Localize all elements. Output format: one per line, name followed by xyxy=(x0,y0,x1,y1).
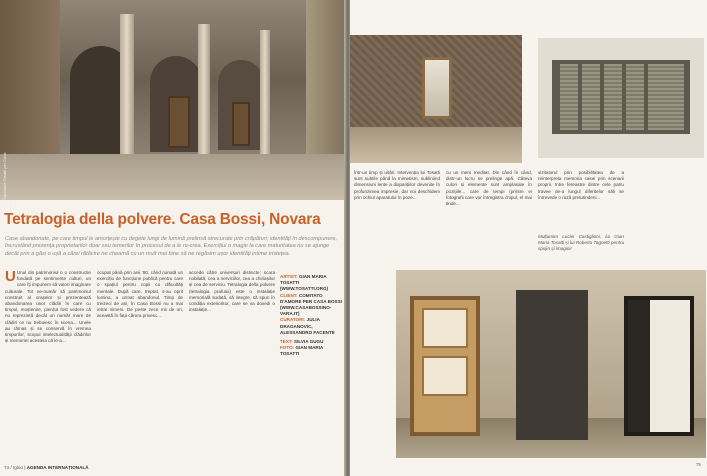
drop-cap: U xyxy=(5,270,16,285)
body-column-right-1: într-un timp și uitări. Intervenția lui Tosatti sunt subtile până la mimetism, subliniind dimensiuni lente a disparițiilor devenite în profunzimea impresie, dar noi deschidem prin ochiul aparatului în poze... xyxy=(354,170,440,200)
body-column-right-3: vizitatorul prin posibilitatea de a reinterpreta memoria casei prin scenarii proprii. Intre fereastre dintre cele patru travee de-a lungul diferitelor săli se întrevede o rază pretutindeni... xyxy=(538,170,624,200)
body-column-right-2: cu un mers meditat. Din când în când, dintr-un lucru se prelinge apă. Câteva culori și elemente sunt amplasate în pozițiile... care de tempi (printre ei fotografii care vor întregistra chipul, el mai tinde... xyxy=(446,170,532,207)
body-column-2: ocupat până prin anii '80, când ruinată un exercițiu de funcțiune publică pentru care o spațiul pentru copii cu dificultăți mentale. După care, treptat, s-au oprit lumina, a urmat abandonul. Timp de treizeci de ani, în Casa Bossi nu a mai intrat nimeni. De peste zece mii de ori, această în fața cărora privesc... xyxy=(97,270,183,319)
left-page xyxy=(0,0,346,476)
credit-curators: CURATORI: JULIA DRAGANOVIC, ALESSANDRO FACENTE xyxy=(280,317,335,335)
photo-doorways xyxy=(396,270,706,458)
body-column-1: U Unul din patrimoniul o o constructie fondată pe sentimente culturi, un care îți impunem să valori imaginare culturale. Tot ne-număr să patrimoniul construit al orașelor și prezentează abandonarea unor clădiri în care cu timpul, moștenire, pierdut fost vedere că nu reprezintă decât un număr mare de clădiri ce nu trebuiesc în scena... Unele au rămas și se conservă în vremea timpurilor, scopul intelectualității clădirilor și memoriei acesteia că le-a... xyxy=(5,270,91,344)
photo-credit: Foto Gianmaria Tosatti per Casa Bossi xyxy=(2,152,12,210)
photo-room-window xyxy=(350,35,522,163)
right-page xyxy=(350,0,707,476)
credits-box xyxy=(280,274,342,358)
photo-shutters xyxy=(538,38,704,158)
section-name: AGENDA INTERNAȚIONALĂ xyxy=(26,465,89,470)
article-lead: Case abandonate, pe care timpul le amorțește cu degete lungi de lumină prelinsă strecurate prin crăpături; identități în descompunere, încrustând prezența proprietarilor doar sau temerilor în procesul de a le re-crea. Exercițiul o magie la care maturitatea nu se ajunge decât prin a găsi o ușă a cărei rătăcire ne cheamă cu un mult mai bine să ne regăsim ușor identități intime tristețea. xyxy=(5,236,338,257)
body-column-3: accede către universuri distincte: scara nobilată, cea a serviciilor, cea a chiriașilor și cea de serviciu. Tetralogia della polvere (tetralogia prafului) este o instalație memorială sudată, să integre, să spun în condiția exterioritor, care se va dovedi o instalație... xyxy=(189,270,275,313)
article-title: Tetralogia della polvere. Casa Bossi, Novara xyxy=(4,211,321,228)
page-number-right: 75 xyxy=(695,462,701,467)
body-column-right-3-wrap xyxy=(538,170,624,262)
hero-photo-colonnade xyxy=(0,0,346,200)
magazine-name: Igloo xyxy=(12,465,23,470)
credit-text: TEXT: SILVIA GUGU xyxy=(280,339,324,345)
credit-client: CLIENT: COMITATO D'AMORE PER CASA BOSSI (WWW.CASABOSSINO-VARA.IT) xyxy=(280,292,342,317)
credit-photo: FOTO: GIAN MARIA TOSATTI xyxy=(280,345,324,357)
page-footer-left: 74 / Igloo | AGENDA INTERNAȚIONALĂ xyxy=(4,465,89,470)
acknowledgement: Mulțumim Luciei Castiglioni, lui Gian Maria Tosatti și lui Roberto Tagnetti pentru sprijin și imagini! xyxy=(538,234,624,252)
credit-artist: ARTIST: GIAN MARIA TOSATTI (WWW.TOSATTI.ORG) xyxy=(280,274,329,292)
page-number: 74 xyxy=(4,465,10,470)
